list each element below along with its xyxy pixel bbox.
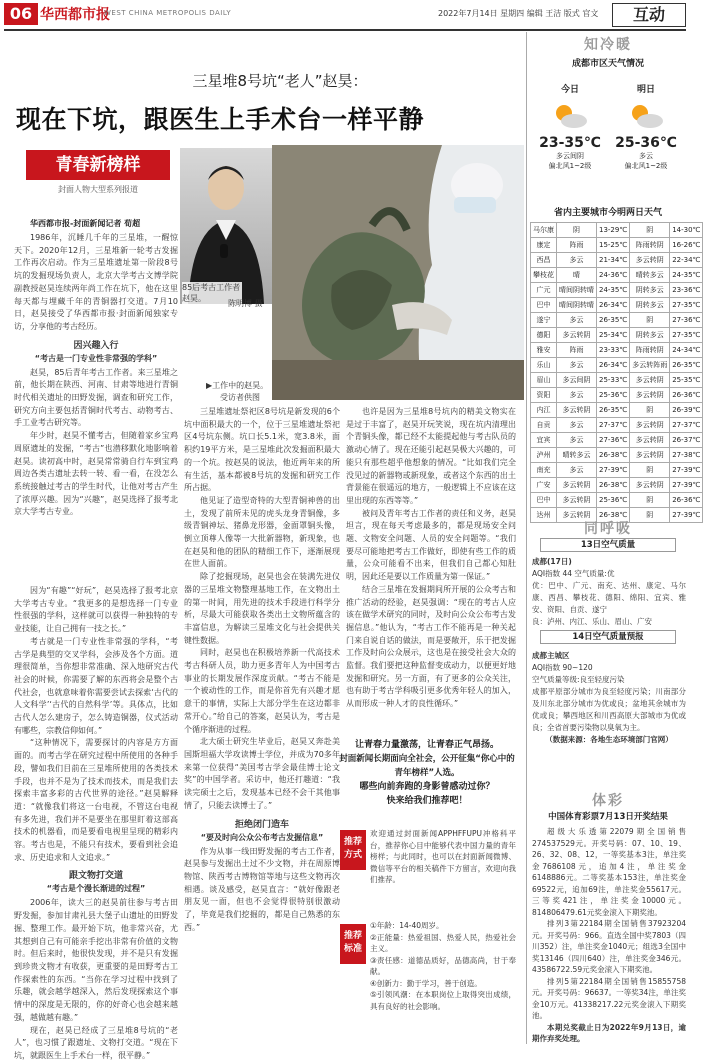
city-weather-cell: 多云转阴: [630, 418, 670, 433]
city-weather-cell: 27-39℃: [670, 463, 703, 478]
city-weather-cell: 晴转多云: [630, 268, 670, 283]
paragraph: 三星堆遗址祭祀区8号坑是新发现的6个坑中面积最大的一个，位于三星堆遗址祭祀区4号坑东侧。坑口长5.1米，宽3.8米，面积约19平方米，是三星堆此次发掘面积最大的一个坑。按赵昊的说法，他近两年来的所有生活，基本都被8号坑的发掘和研究工作所占据。: [184, 407, 340, 493]
city-weather-cell: 攀枝花: [531, 268, 557, 283]
city-weather-cell: 阴转多云: [630, 298, 670, 313]
city-weather-cell: 阴: [630, 463, 670, 478]
criteria-item: ④创新力：勤于学习，善于创造。: [370, 978, 482, 988]
city-weather-cell: 多云转阴: [630, 388, 670, 403]
today-weather: [534, 76, 606, 196]
city-weather-cell: 25-35℃: [670, 373, 703, 388]
city-weather-cell: 26-38℃: [597, 508, 630, 523]
city-weather-cell: 26-35℃: [597, 313, 630, 328]
section-quote-1: “考古是一门专业性非常强的学科”: [34, 353, 158, 363]
city-weather-cell: 24-35℃: [670, 268, 703, 283]
portrait-photo: [180, 148, 272, 304]
headline: 现在下坑，跟医生上手术台一样平静: [16, 105, 425, 134]
city-weather-cell: 27-39℃: [597, 463, 630, 478]
city-weather-cell: 阴: [630, 493, 670, 508]
air14-aqi: AQI指数 90~120: [532, 663, 593, 672]
page-number: 06: [4, 3, 38, 25]
city-weather-cell: 晴转多云: [557, 448, 597, 463]
city-weather-cell: 阵雨: [557, 238, 597, 253]
cities-weather-table: [530, 222, 701, 523]
city-weather-row: [531, 268, 703, 283]
air14-title: 14日空气质量预报: [540, 630, 676, 644]
city-weather-cell: 27-39℃: [670, 478, 703, 493]
city-weather-row: [531, 223, 703, 238]
city-weather-cell: 阴: [557, 223, 597, 238]
header-rule: [4, 29, 686, 31]
promo-slogan: 哪些向前奔跑的身影曾感动过你？: [359, 782, 495, 792]
city-weather-cell: 26-37℃: [670, 433, 703, 448]
city-weather-cell: 多云: [557, 358, 597, 373]
city-weather-row: [531, 493, 703, 508]
city-weather-cell: 27-35℃: [670, 298, 703, 313]
city-weather-row: [531, 328, 703, 343]
city-weather-cell: 阵雨: [557, 343, 597, 358]
city-weather-cell: 晴间阴转晴: [557, 298, 597, 313]
city-weather-row: [531, 238, 703, 253]
city-weather-cell: 24-34℃: [670, 343, 703, 358]
city-weather-cell: 26-34℃: [597, 358, 630, 373]
lottery-section-title: 体彩: [592, 793, 624, 809]
city-weather-cell: 马尔康: [531, 223, 557, 238]
section-heading-1: 因兴趣入行: [73, 340, 119, 351]
newspaper-logo-en: WEST CHINA METROPOLIS DAILY: [104, 9, 232, 17]
city-weather-cell: 自贡: [531, 418, 557, 433]
cities-weather-title: 省内主要城市今明两日天气: [553, 208, 662, 218]
city-weather-cell: 多云转阴: [630, 253, 670, 268]
byline: 华西都市报-封面新闻记者 荀超: [30, 219, 141, 228]
air-section-title: 同呼吸: [584, 521, 632, 537]
city-weather-cell: 24-35℃: [597, 283, 630, 298]
city-weather-cell: 多云转阴: [630, 448, 670, 463]
paragraph: 他见证了造型奇特的大型青铜神兽的出土，发现了前所未见的虎头龙身青铜像，多级青铜神坛、猪鼻龙形器，金面罩铜头像，倒立顶尊人像等一大批新器物，新现象，也在赵昊和他的团队的精细工作下，逐渐展现在世人面前。: [184, 495, 340, 569]
portrait-figure: [180, 148, 272, 304]
city-weather-cell: 25-36℃: [597, 388, 630, 403]
lottery-paragraph: 本期兑奖截止日为2022年9月13日，逾期作弃奖处理。: [532, 1022, 686, 1043]
city-weather-cell: 阵雨转阴: [630, 238, 670, 253]
paragraph: 除了挖掘现场，赵昊也会在装满先进仪器的三星堆文物整理基地工作，在文物出土的第一时间，用先进的技术手段进行科学分析，尽最大可能获取各类出土文物所蕴含的丰富信息，为解读三星堆文化与社会提供关键性数据。: [184, 572, 340, 645]
city-weather-cell: 多云: [557, 463, 597, 478]
city-weather-row: [531, 313, 703, 328]
city-weather-cell: 多云转阴: [557, 403, 597, 418]
promo-slogans: [338, 738, 516, 808]
column-subtitle: 封面人物大型系列报道: [58, 185, 138, 194]
city-weather-cell: 25-36℃: [597, 493, 630, 508]
section-label: 互动: [612, 3, 686, 27]
photo-caption-work: ▶工作中的赵昊。: [206, 381, 269, 390]
city-weather-cell: 25-33℃: [597, 373, 630, 388]
city-weather-cell: 阴: [630, 508, 670, 523]
photo-credit-person: 陈明博 摄: [228, 299, 263, 308]
today-desc: 多云间阴: [556, 152, 584, 160]
city-weather-cell: 26-39℃: [670, 403, 703, 418]
city-weather-cell: 巴中: [531, 298, 557, 313]
paragraph: 也许是因为三星堆8号坑内的精美文物实在是过于丰富了，赵昊开玩笑说，现在坑内清理出个青铜头像，都已经不太能提起他与考古队员的激动心情了。现在还能引起赵昊极大兴趣的，可能只有那些超乎他想象的情况。“比如我们完全没见过的新器物或新现象，或者这个东西的出土背景能在很遥远的地方，一般逻辑上不应该在这里出现的东西等等。”: [346, 407, 516, 505]
paragraph: “这种情况下，需要探讨的内容是方方面面的。而考古学在研究过程中所使用的各种手段，譬如我们目前在三星堆所使用的各类技术手段，也并不是为了技术而技术，而是我们去探索丰富多彩的古代世界的途径。”赵昊解释道：“就像我们将这一台电视，不管这台电视有多先进，我们并不是要坐在那里盯着这部高技术的机器看，而是要看电视里呈现的精彩内容。考古也是，不能只有技术，要看到社会追求、历史追求和人文追求。”: [14, 738, 178, 862]
city-weather-cell: 阴: [630, 313, 670, 328]
air14-block: [532, 650, 686, 746]
paragraph: 被问及青年考古工作者的责任和义务，赵昊坦言，现在每天考虑最多的，都是现场安全问题、文物安全问题、人员的安全问题等。“我们要尽可能地把考古工作做好，即使有些工作的质量，公众可能看不出来，但我们自己都心知肚明，因此还是要以工作质量为第一保证。”: [346, 508, 516, 582]
city-weather-cell: 内江: [531, 403, 557, 418]
city-weather-cell: 多云: [557, 388, 597, 403]
paragraph: 赵昊，85后青年考古工作者。来三星堆之前，他长期在陕西、河南、甘肃等地进行青铜时代相关遗址的田野发掘，调查和研究工作，研究方向主要包括青铜时代考古、动物考古、手工业考古研究等。: [14, 367, 178, 428]
photo-credit-work: 受访者供图: [220, 393, 260, 402]
tomorrow-label: 明日: [636, 85, 655, 95]
city-weather-cell: 15-25℃: [597, 238, 630, 253]
city-weather-cell: 22-34℃: [670, 253, 703, 268]
paragraph: 因为“有趣”“好玩”，赵昊选择了报考北京大学考古专业。“我更多的是想选择一门专业性很强的学科，这样就可以获得一种独特的专业技能，让自己拥有一技之长。”: [14, 586, 178, 634]
criteria-item: ②正能量：热爱祖国、热爱人民，热爱社会主义。: [370, 932, 516, 953]
paragraph: 结合三星堆在发掘期间所开展的公众考古和推广活动的经验，赵昊强调：“现在的考古人应该在做学术研究的同时，及时向公众公布考古发掘信息。”他认为，“考古工作不能再是一种关起门来自说自话的做法，而是要敞开，乐于把发掘工作及时向公众展示，这也是在接受社会大众的监督。我们要把这种监督变成动力，以便更好地发掘和研究。另一方面，有了更多的公众关注，也有助于考古学科吸引更多优秀年轻人的加入，从而形成一种人才的良性循环。”: [346, 584, 516, 709]
city-weather-cell: 雅安: [531, 343, 557, 358]
city-weather-cell: 阴转多云: [630, 283, 670, 298]
criteria-item: ①年龄：14-40周岁。: [370, 921, 444, 930]
city-weather-cell: 多云转阴: [557, 478, 597, 493]
city-weather-cell: 南充: [531, 463, 557, 478]
photo-caption-person: 85后考古工作者赵昊。: [182, 283, 241, 303]
city-weather-row: [531, 418, 703, 433]
artifact-figure: [272, 145, 524, 400]
sidebar-divider: [526, 32, 527, 1044]
paragraph: 作为从事一线田野发掘的考古工作者，赵昊参与发掘出土过不少文物，并在周原博物馆、陕西考古博物馆等地与这些文物再次相遇。谈及感受，赵昊直言：“就好像跟老朋友见一面，但也不会觉得很特别很激动了，毕竟是我们挖掘的，都是自己熟悉的东西。”: [184, 846, 340, 932]
city-weather-cell: 眉山: [531, 373, 557, 388]
city-weather-cell: 27-37℃: [597, 418, 630, 433]
promo-slogan: 封面新闻长期面向全社会，公开征集“你心中的青年榜样”人选。: [339, 754, 515, 778]
recommend-label: 推荐方式: [340, 830, 366, 870]
lottery-paragraph: 排列3第22184期全国销售37923204元。开奖号码：966。直选全国中奖7803（四川352）注，单注奖金1040元；组选3全国中奖13146（四川640）注，单注奖金346元。43586722.59元奖金滚入下期奖池。: [532, 919, 686, 974]
city-weather-cell: 多云转阴: [557, 493, 597, 508]
city-weather-cell: 多云转阴: [557, 508, 597, 523]
air14-level: 空气质量等级:良至轻度污染: [532, 675, 625, 684]
criteria-item: ⑤引领风潮：在本职岗位上取得突出成绩，具有良好的社会影响。: [370, 990, 516, 1011]
paragraph: 北大硕士研究生毕业后，赵昊又奔赴美国斯坦福大学攻读博士学位，并成为70多年来第一位获得“美国考古学会最佳博士论文奖”的中国学者。采访中，他还打趣道：“我读完硕士之后，发现基本已经不会干其他事情了，只能去读博士了。”: [184, 737, 340, 810]
city-weather-cell: 27-38℃: [670, 448, 703, 463]
city-weather-cell: 16-26℃: [670, 238, 703, 253]
city-weather-cell: 27-39℃: [670, 508, 703, 523]
criteria-item: ③责任感：道德品质好，品德高尚，甘于奉献。: [370, 955, 516, 976]
partly-cloudy-icon: [550, 101, 590, 131]
city-weather-cell: 多云: [557, 418, 597, 433]
today-label: 今日: [560, 85, 579, 95]
air13-text2: 良：泸州、内江、乐山、眉山、广安: [532, 617, 652, 626]
city-weather-cell: 26-34℃: [597, 298, 630, 313]
article-col-3: [346, 406, 516, 711]
city-weather-cell: 26-38℃: [597, 478, 630, 493]
paragraph: 年少时，赵昊不懂考古，但随着家乡宝鸡周原遗址的发掘，“考古”也潜移默化地影响着赵昊。读初高中时，赵昊常常骑自行车到宝鸡周边各类古遗址去转一转、看一看，在没怎么系统接触过考古的学生时代，让他对考古产生了浓厚兴趣。因为“兴趣”，赵昊选择了报考北京大学考古专业。: [14, 431, 178, 517]
weather-section-title: 知冷暖: [584, 37, 632, 53]
section-quote-2: “考古是个漫长渐进的过程”: [46, 884, 146, 894]
city-weather-cell: 康定: [531, 238, 557, 253]
section-heading-2: 跟文物打交道: [68, 871, 123, 882]
paragraph: 2006年，读大三的赵昊前往参与考古田野发掘，参加甘肃礼县大堡子山遗址的田野发掘、整理工作。最开始下坑，他非常兴奋，尤其想到自己有可能亲手挖出非常有价值的文物时。但后来时，他很快发现，并不是只有发掘到珍贵文物才有收获，更重要的是田野考古工作探索性的东西。“当你在学习过程中找到了乐趣，就会越学越深入，然后发现探索这个事情中的深度是无限的，你的好奇心也会越来越强，越做越有趣。”: [14, 898, 178, 1022]
city-weather-cell: 晴: [557, 268, 597, 283]
city-weather-cell: 多云转阴: [630, 373, 670, 388]
city-weather-cell: 23-36℃: [670, 283, 703, 298]
city-weather-cell: 27-37℃: [670, 418, 703, 433]
lottery-title: 中国体育彩票7月13日开奖结果: [548, 812, 668, 822]
city-weather-cell: 多云: [557, 433, 597, 448]
criteria-list: [370, 920, 516, 1012]
city-weather-cell: 阴: [630, 223, 670, 238]
city-weather-cell: 晴间阴转晴: [557, 283, 597, 298]
city-weather-cell: 宜宾: [531, 433, 557, 448]
city-weather-row: [531, 283, 703, 298]
today-temp: 23-35℃: [539, 135, 601, 151]
lottery-block: [532, 826, 686, 1045]
date-line: 2022年7月14日 星期四 编辑 王洁 版式 官文: [438, 9, 599, 18]
recommend-text: 欢迎通过封面新闻APPHFFUPU冲格科平台，推荐你心目中能够代表中国力量的青年榜样；与此同时，也可以在封面新闻微博、微信等平台的相关稿件下方留言，欢迎向我们推荐。: [370, 829, 516, 884]
today-wind: 偏北风1~2级: [548, 162, 592, 170]
article-col-1: [14, 232, 178, 519]
tomorrow-weather: [610, 76, 682, 196]
city-weather-title: 成都市区天气情况: [571, 59, 644, 69]
city-weather-cell: 广元: [531, 283, 557, 298]
city-weather-row: [531, 448, 703, 463]
city-weather-row: [531, 298, 703, 313]
kicker: 三星堆8号坑“老人”赵昊：: [192, 72, 368, 90]
city-weather-cell: 多云间阴: [557, 373, 597, 388]
tomorrow-temp: 25-36℃: [615, 135, 677, 151]
city-weather-cell: 26-36℃: [670, 388, 703, 403]
city-weather-cell: 德阳: [531, 328, 557, 343]
section-quote-3: “要及时向公众公布考古发掘信息”: [200, 832, 324, 842]
city-weather-row: [531, 478, 703, 493]
city-weather-cell: 26-38℃: [597, 448, 630, 463]
air13-city: 成都(17日): [532, 557, 572, 566]
city-weather-cell: 23-33℃: [597, 343, 630, 358]
cloudy-icon: [626, 101, 666, 131]
city-weather-cell: 阴: [630, 403, 670, 418]
article-col-2: [184, 406, 340, 934]
promo-slogan: 让青春力量激荡，让青春正气昂扬。: [354, 740, 499, 750]
city-weather-cell: 多云转阴: [630, 478, 670, 493]
city-weather-row: [531, 373, 703, 388]
city-weather-row: [531, 343, 703, 358]
city-weather-cell: 26-36℃: [670, 493, 703, 508]
city-weather-cell: 西昌: [531, 253, 557, 268]
lottery-paragraph: 排列5第22184期全国销售15855758元。开奖号码：96637。一等奖34注，单注奖金10万元。41338217.22元奖金滚入下期奖池。: [532, 976, 686, 1020]
city-weather-cell: 多云转阴: [630, 433, 670, 448]
section-heading-3: 拒绝闭门造车: [234, 819, 289, 830]
paragraph: 考古就是一门专业性非常强的学科，“考古学是典型的交叉学科，会涉及各个方面。道理很简单，当你想非常准确、深入地研究古代社会的时候，你需要了解的东西将会是整个古代社会，也就意味着你需要尝试去探索‘古代的人文科学’‘古代的自然科学’等。具体点，比如古代人怎么建房子，怎么铸造铜器，仪式活动有哪些，宗教信仰如何。”: [14, 636, 178, 735]
city-weather-cell: 广安: [531, 478, 557, 493]
city-weather-cell: 阵雨转阴: [630, 343, 670, 358]
weather-table: [530, 222, 703, 523]
air13-title: 13日空气质量: [540, 538, 676, 552]
paragraph: 同时，赵昊也在积极培养新一代高技术考古科研人员，助力更多青年人为中国考古事业的长期发展作深度贡献。“考古不能是一个被动性的工作，而是你首先有兴趣才愿意干的事情，实际上大部分学生在这边都非常开心。”给自己的答案，赵昊认为，考古是个循序渐进的过程。: [184, 648, 340, 734]
city-weather-cell: 资阳: [531, 388, 557, 403]
city-weather-row: [531, 358, 703, 373]
city-weather-cell: 14-30℃: [670, 223, 703, 238]
paragraph: 现在，赵昊已经成了三星堆8号坑的“老人”，也习惯了跟遗址、文物打交道。“现在下坑，就跟医生上手术台一样，很平静。”: [14, 1025, 178, 1060]
article-col-1b: [14, 585, 178, 1063]
promo-slogan: 快来给我们推荐吧！: [386, 796, 468, 806]
city-weather-cell: 乐山: [531, 358, 557, 373]
criteria-label: 推荐标准: [340, 924, 366, 964]
city-weather-cell: 多云: [557, 253, 597, 268]
work-photo: [272, 145, 524, 400]
air13-block: [532, 556, 686, 628]
city-weather-cell: 27-35℃: [670, 328, 703, 343]
city-weather-cell: 26-35℃: [597, 403, 630, 418]
city-weather-cell: 泸州: [531, 448, 557, 463]
city-weather-row: [531, 463, 703, 478]
tomorrow-wind: 偏北风1~2级: [624, 162, 668, 170]
city-weather-row: [531, 388, 703, 403]
air14-text: 成都平原部分城市为良至轻度污染；川南部分及川东北部分城市为优或良；盆地其余城市为优或良；攀西地区和川西高原大部城市为优或良；全省首要污染物以臭氧为主。: [532, 687, 686, 732]
column-banner: 青春新榜样: [26, 150, 170, 180]
tomorrow-desc: 多云: [639, 152, 653, 160]
article-intro: 1986年，沉睡几千年的三星堆，一醒惊天下。2020年12月，三星堆新一轮考古发掘工作再次启动。作为三星堆遗址第一阶段8号坑的发掘现场负责人，北京大学考古文博学院副教授赵昊连续两年尚工作在坑下，他在这里每天都与埋藏千年的青铜器打交道。7月10日，赵昊接受了华西都市报·封面新闻独家专访，分享他的考古经历。: [14, 233, 178, 331]
city-weather-cell: 26-35℃: [670, 358, 703, 373]
city-weather-cell: 多云转阵雨: [630, 358, 670, 373]
city-weather-cell: 27-36℃: [670, 313, 703, 328]
city-weather-cell: 25-34℃: [597, 328, 630, 343]
city-weather-row: [531, 433, 703, 448]
air13-aqi: AQI指数 44 空气质量:优: [532, 569, 615, 578]
air13-text: 优：巴中、广元、南充、达州、康定、马尔康、西昌、攀枝花、德阳、绵阳、宜宾、雅安、资阳、自贡、遂宁: [532, 581, 686, 614]
city-weather-cell: 阴转多云: [630, 328, 670, 343]
city-weather-cell: 巴中: [531, 493, 557, 508]
newspaper-logo: 华西都市报: [40, 7, 110, 23]
city-weather-cell: 遂宁: [531, 313, 557, 328]
city-weather-cell: 达州: [531, 508, 557, 523]
city-weather-row: [531, 403, 703, 418]
air14-city: 成都主城区: [532, 651, 570, 660]
lottery-paragraph: 超级大乐透第22079期全国销售274537529元。开奖号码：07、10、19、26、32、08、12，一等奖基本3注，单注奖金7686108元，追加4注，单注奖金6148886元。二等奖基本153注，单注奖金69522元，追加69注，单注奖金55617元。三等奖421注，单注奖金10000元。814806479.61元奖金滚入下期奖池。: [532, 827, 686, 917]
city-weather-cell: 21-34℃: [597, 253, 630, 268]
city-weather-cell: 多云转阴: [557, 328, 597, 343]
city-weather-cell: 13-29℃: [597, 223, 630, 238]
city-weather-row: [531, 253, 703, 268]
city-weather-cell: 24-36℃: [597, 268, 630, 283]
city-weather-cell: 多云: [557, 313, 597, 328]
air14-source: （数据来源：各地生态环境部门官网）: [545, 735, 673, 744]
city-weather-cell: 27-36℃: [597, 433, 630, 448]
